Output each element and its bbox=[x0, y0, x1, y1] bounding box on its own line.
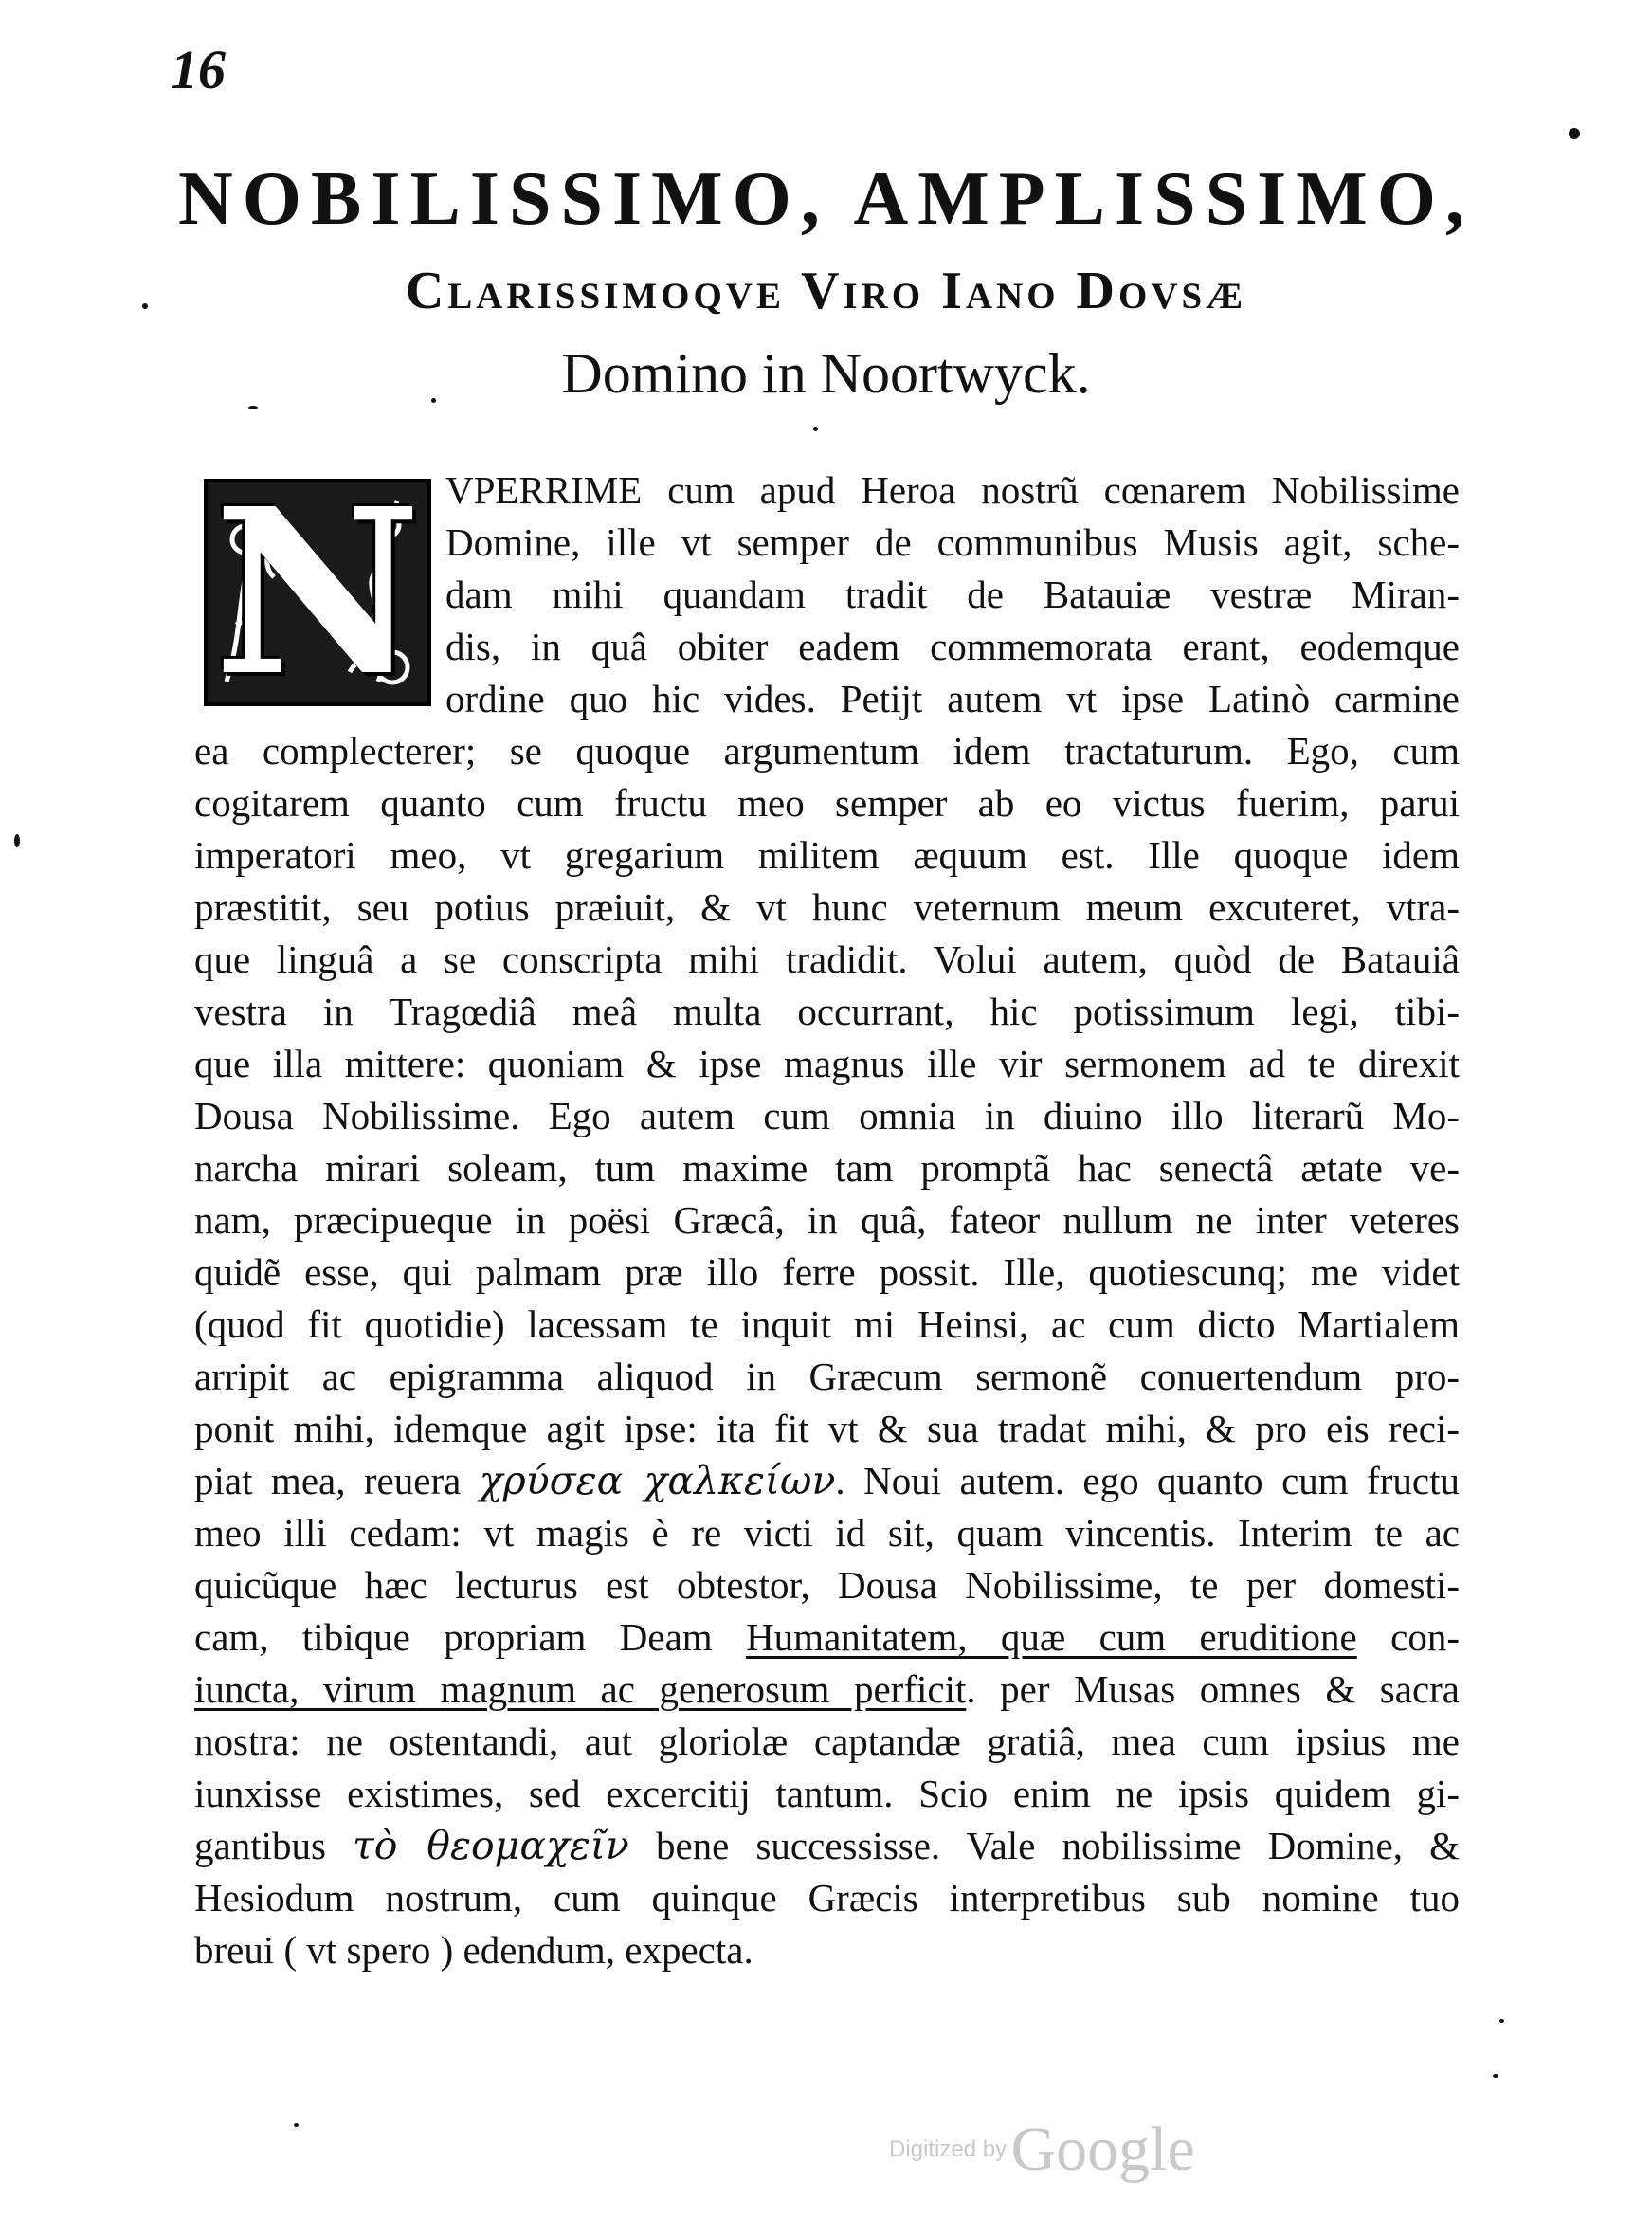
ink-speck bbox=[248, 406, 258, 409]
watermark-prefix: Digitized by bbox=[889, 2137, 1008, 2162]
text-line: cogitarem quanto cum fructu meo semper ab eo victus fuerim, parui bbox=[194, 781, 1460, 825]
text-segment: piat mea, reuera bbox=[194, 1459, 480, 1502]
dedication-subtitle: Clarissimoqve Viro Iano Dovsæ bbox=[405, 262, 1247, 320]
text-line: que linguâ a se conscripta mihi tradidit. Volui autem, quòd de Batauiâ bbox=[194, 937, 1460, 981]
ink-speck bbox=[1569, 128, 1580, 139]
text-line: breui ( vt spero ) edendum, expecta. bbox=[194, 1928, 753, 1972]
text-line: ponit mihi, idemque agit ipse: ita fit vt & sua tradat mihi, & pro eis reci- bbox=[194, 1407, 1460, 1450]
ink-speck bbox=[1493, 2074, 1498, 2078]
drop-cap-letter: N bbox=[213, 479, 422, 706]
text-segment: . Noui autem. ego quanto cum fructu bbox=[835, 1459, 1461, 1502]
text-line: nostra: ne ostentandi, aut gloriolæ captandæ gratiâ, mea cum ipsius me bbox=[194, 1719, 1460, 1763]
text-segment: gantibus bbox=[194, 1824, 354, 1867]
text-line: quidẽ esse, qui palmam præ illo ferre possit. Ille, quotiescunq; me videt bbox=[194, 1250, 1460, 1294]
text-line: Dousa Nobilissime. Ego autem cum omnia in diuino illo literarũ Mo- bbox=[194, 1094, 1460, 1137]
text-line: imperatori meo, vt gregarium militem æquum est. Ille quoque idem bbox=[194, 833, 1460, 877]
page-number: 16 bbox=[171, 39, 226, 100]
text-line: meo illi cedam: vt magis è re victi id sit, quam vincentis. Interim te ac bbox=[194, 1511, 1460, 1555]
text-line: nam, præcipueque in poësi Græcâ, in quâ, fateor nullum ne inter veteres bbox=[194, 1198, 1460, 1242]
text-line: quicũque hæc lecturus est obtestor, Dousa Nobilissime, te per domesti- bbox=[194, 1563, 1460, 1607]
text-line: Hesiodum nostrum, cum quinque Græcis interpretibus sub nomine tuo bbox=[194, 1876, 1460, 1920]
ink-speck bbox=[14, 834, 20, 847]
text-line: (quod fit quotidie) lacessam te inquit mi Heinsi, ac cum dicto Martialem bbox=[194, 1302, 1460, 1346]
text-line-with-underline bbox=[194, 1611, 1460, 1664]
text-segment: . per Musas omnes & sacra bbox=[966, 1667, 1460, 1711]
greek-phrase: χρύσεα χαλκείων bbox=[479, 1458, 836, 1503]
ink-speck bbox=[813, 427, 818, 431]
text-line: dis, in quâ obiter eadem commemorata erant, eodemque bbox=[445, 625, 1460, 668]
text-line: ordine quo hic vides. Petijt autem vt ipse Latinò carmine bbox=[445, 677, 1460, 720]
dedication-title: NOBILISSIMO, AMPLISSIMO, bbox=[178, 157, 1474, 241]
text-line: vestra in Tragœdiâ meâ multa occurrant, hic potissimum legi, tibi- bbox=[194, 990, 1460, 1033]
dedication-location: Domino in Noortwyck. bbox=[561, 342, 1091, 405]
text-segment: bene successisse. Vale nobilissime Domine, & bbox=[628, 1824, 1461, 1867]
text-line: præstitit, seu potius præiuit, & vt hunc veternum meum excuteret, vtra- bbox=[194, 885, 1460, 929]
greek-phrase: τὸ θεομαχεῖν bbox=[353, 1823, 629, 1868]
google-logo: Google bbox=[1010, 2115, 1195, 2184]
text-line-with-underline bbox=[194, 1664, 1460, 1716]
ink-speck bbox=[142, 303, 148, 309]
text-line-with-greek bbox=[194, 1455, 1460, 1507]
ink-speck bbox=[294, 2123, 299, 2127]
text-segment: cam, tibique propriam Deam bbox=[194, 1615, 747, 1659]
digitized-watermark bbox=[889, 2114, 1195, 2186]
ink-speck bbox=[1499, 2019, 1504, 2023]
underlined-phrase: iuncta, virum magnum ac generosum perficit bbox=[194, 1667, 967, 1711]
decorated-initial bbox=[204, 479, 431, 706]
text-line-with-greek bbox=[194, 1820, 1460, 1872]
text-line: iunxisse existimes, sed excercitij tantum. Scio enim ne ipsis quidem gi- bbox=[194, 1772, 1460, 1815]
text-line: Domine, ille vt semper de communibus Musis agit, sche- bbox=[445, 520, 1460, 564]
text-line: que illa mittere: quoniam & ipse magnus ille vir sermonem ad te direxit bbox=[194, 1042, 1460, 1085]
ink-speck bbox=[431, 398, 436, 403]
text-line: arripit ac epigramma aliquod in Græcum sermonẽ conuertendum pro- bbox=[194, 1355, 1460, 1398]
underlined-phrase: Humanitatem, quæ cum eruditione bbox=[746, 1615, 1357, 1659]
text-line: VPERRIME cum apud Heroa nostrũ cœnarem Nobilissime bbox=[445, 468, 1460, 512]
text-segment: con- bbox=[1356, 1615, 1460, 1659]
text-line: dam mihi quandam tradit de Batauiæ vestræ Miran- bbox=[445, 573, 1460, 616]
text-line: narcha mirari soleam, tum maxime tam promptã hac senectâ ætate ve- bbox=[194, 1146, 1460, 1190]
text-line: ea complecterer; se quoque argumentum idem tractaturum. Ego, cum bbox=[194, 729, 1460, 773]
